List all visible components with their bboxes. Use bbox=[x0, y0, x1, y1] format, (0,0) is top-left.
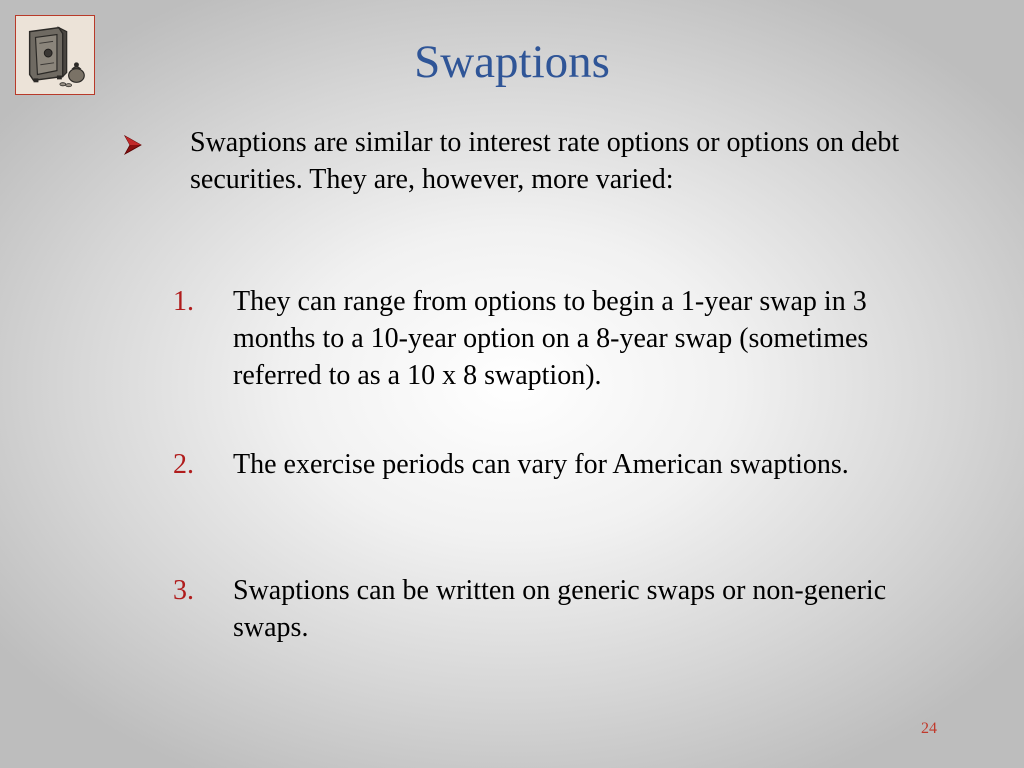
slide-title: Swaptions bbox=[414, 36, 610, 88]
list-item-number: 3. bbox=[173, 575, 194, 606]
page-number: 24 bbox=[921, 720, 937, 737]
main-bullet-text: Swaptions are similar to interest rate options or options on debt securities. They are, however, more varied: bbox=[190, 127, 900, 195]
list-item bbox=[173, 446, 943, 483]
main-bullet bbox=[118, 124, 908, 198]
list-item-number: 2. bbox=[173, 449, 194, 480]
list-item-text: Swaptions can be written on generic swaps or non-generic swaps. bbox=[233, 575, 887, 643]
list-item bbox=[173, 572, 943, 646]
arrow-bullet-icon bbox=[122, 134, 144, 156]
list-item-text: The exercise periods can vary for American swaptions. bbox=[233, 449, 849, 480]
list-item bbox=[173, 283, 943, 394]
list-item-number: 1. bbox=[173, 286, 194, 317]
list-item-text: They can range from options to begin a 1-year swap in 3 months to a 10-year option on a 8-year swap (sometimes referred to as a 10 x 8 swaption). bbox=[233, 286, 869, 391]
